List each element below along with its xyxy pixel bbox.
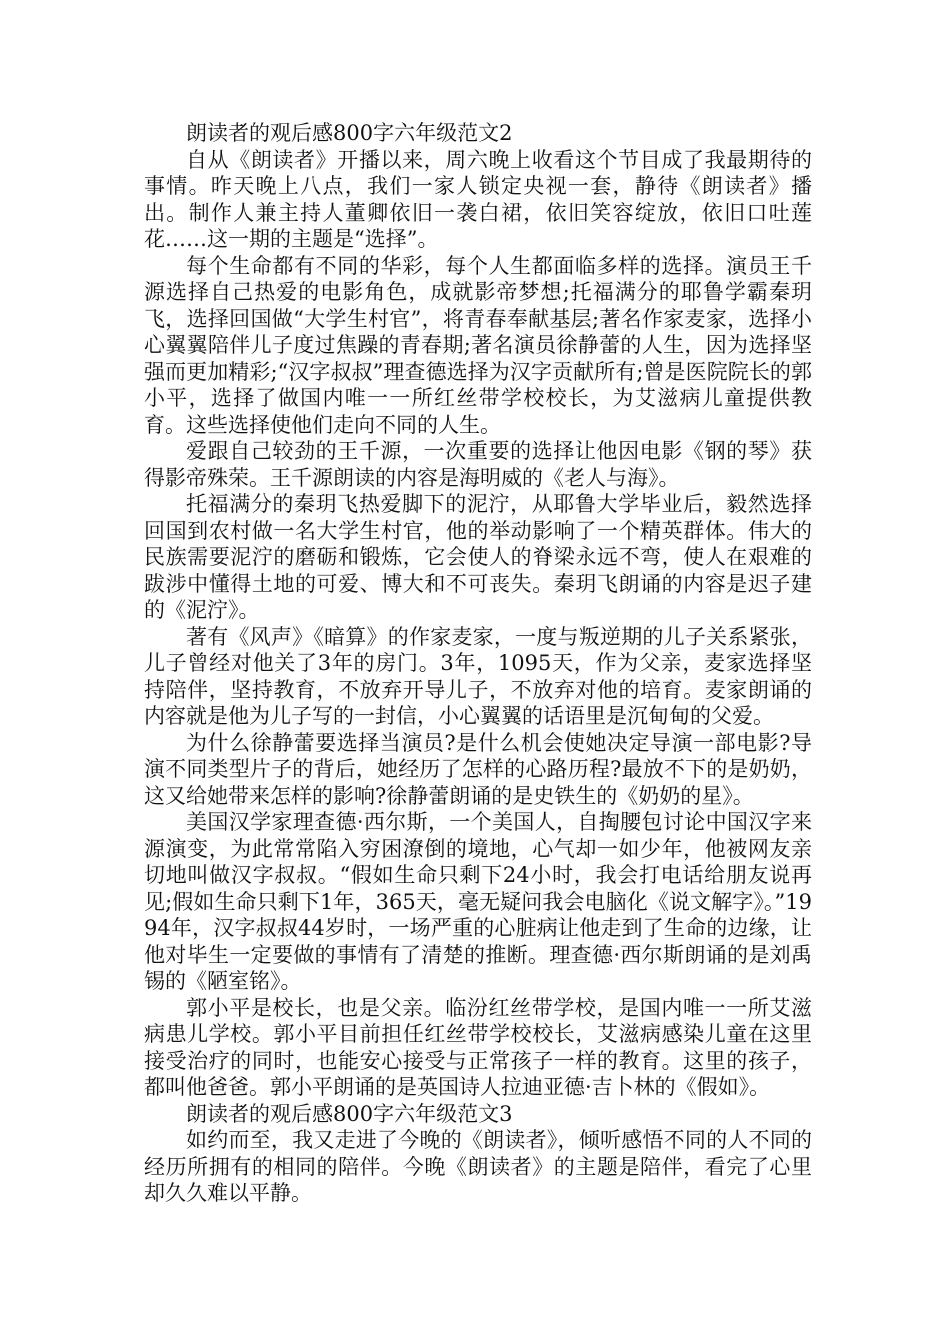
paragraph: 郭小平是校长，也是父亲。临汾红丝带学校，是国内唯一一所艾滋病患儿学校。郭小平目前担任红丝带学校校长，艾滋病感染儿童在这里接受治疗的同时，也能安心接受与正常孩子一样的教育。这里的孩子，都叫他爸爸。郭小平朗诵的是英国诗人拉迪亚德·吉卜林的《假如》。 bbox=[144, 995, 812, 1099]
paragraph: 爱跟自己较劲的王千源，一次重要的选择让他因电影《钢的琴》获得影帝殊荣。王千源朗读的内容是海明威的《老人与海》。 bbox=[144, 439, 812, 490]
paragraph: 自从《朗读者》开播以来，周六晚上收看这个节目成了我最期待的事情。昨天晚上八点，我们一家人锁定央视一套，静待《朗读者》播出。制作人兼主持人董卿依旧一袭白裙，依旧笑容绽放，依旧口吐莲花……这一期的主题是“选择”。 bbox=[144, 147, 812, 251]
essay-heading-2: 朗读者的观后感800字六年级范文2 bbox=[186, 121, 513, 145]
essay-heading-3: 朗读者的观后感800字六年级范文3 bbox=[186, 1101, 513, 1126]
paragraph: 为什么徐静蕾要选择当演员?是什么机会使她决定导演一部电影?导演不同类型片子的背后，她经历了怎样的心路历程?最放不下的是奶奶，这又给她带来怎样的影响?徐静蕾朗诵的是史铁生的《奶奶的星》。 bbox=[144, 730, 812, 808]
paragraph: 美国汉学家理查德·西尔斯，一个美国人，自掏腰包讨论中国汉字来源演变，为此常常陷入穷困潦倒的境地，心气却一如少年，他被网友亲切地叫做汉字叔叔。“假如生命只剩下24小时，我会打电话给朋友说再见;假如生命只剩下1年，365天，毫无疑问我会电脑化《说文解字》。”1994年，汉字叔叔44岁时，一场严重的心脏病让他走到了生命的边缘，让他对毕生一定要做的事情有了清楚的推断。理查德·西尔斯朗诵的是刘禹锡的《陋室铭》。 bbox=[144, 810, 812, 993]
paragraph: 每个生命都有不同的华彩，每个人生都面临多样的选择。演员王千源选择自己热爱的电影角色，成就影帝梦想;托福满分的耶鲁学霸秦玥飞，选择回国做“大学生村官”，将青春奉献基层;著名作家麦家，选择小心翼翼陪伴儿子度过焦躁的青春期;著名演员徐静蕾的人生，因为选择坚强而更加精彩;“汉字叔叔”理查德选择为汉字贡献所有;曾是医院院长的郭小平，选择了做国内唯一一所红丝带学校校长，为艾滋病儿童提供教育。这些选择使他们走向不同的人生。 bbox=[144, 253, 812, 437]
document-body bbox=[144, 120, 812, 1207]
paragraph: 托福满分的秦玥飞热爱脚下的泥泞，从耶鲁大学毕业后，毅然选择回国到农村做一名大学生村官，他的举动影响了一个精英群体。伟大的民族需要泥泞的磨砺和锻炼，它会使人的脊梁永远不弯，使人在艰难的跋涉中懂得土地的可爱、博大和不可丧失。秦玥飞朗诵的内容是迟子建的《泥泞》。 bbox=[144, 492, 812, 622]
paragraph: 著有《风声》《暗算》的作家麦家，一度与叛逆期的儿子关系紧张，儿子曾经对他关了3年的房门。3年，1095天，作为父亲，麦家选择坚持陪伴，坚持教育，不放弃开导儿子，不放弃对他的培育。麦家朗诵的内容就是他为儿子写的一封信，小心翼翼的话语里是沉甸甸的父爱。 bbox=[144, 624, 812, 728]
paragraph: 如约而至，我又走进了今晚的《朗读者》，倾听感悟不同的人不同的经历所拥有的相同的陪伴。今晚《朗读者》的主题是陪伴，看完了心里却久久难以平静。 bbox=[144, 1128, 812, 1205]
